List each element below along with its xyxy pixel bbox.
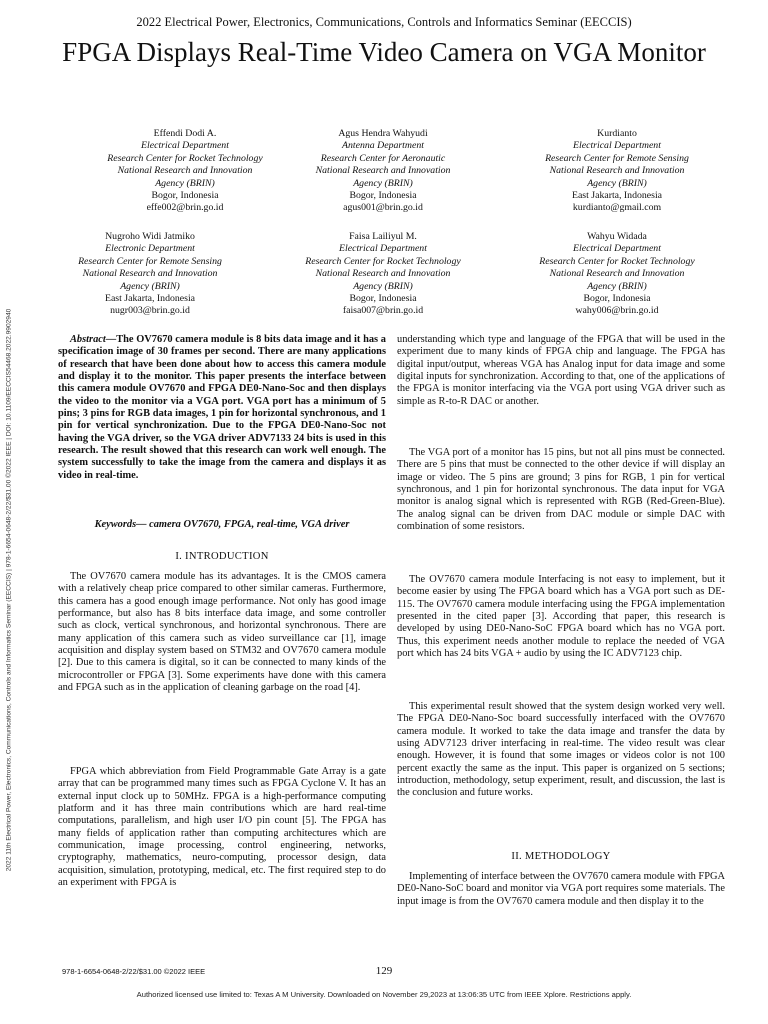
author-agency-abbr: Agency (BRIN) — [353, 177, 413, 189]
author-dept: Electrical Department — [573, 140, 661, 152]
abstract — [58, 334, 386, 482]
paper-title: FPGA Displays Real-Time Video Camera on VGA Monitor — [62, 37, 706, 67]
paragraph: The VGA port of a monitor has 15 pins, but not all pins must be connected. There are 5 pins that must be connected to the other device if will display an image or video. The 5 pins are ground; 3 pins for RGB, 1 pin for vertical synchronous, and 1 pin for horizontal synchronous. The data input for VGA monitor is analog signal which is represented with RGB (Red-Green-Blue). The analog signal can be driven from DAC module or simple DAC with combination of some resistors. — [397, 447, 725, 533]
author-dept: Electrical Department — [141, 140, 229, 152]
right-paragraph-3 — [397, 574, 725, 660]
keywords-block — [58, 519, 386, 531]
intro-paragraph-1 — [58, 571, 386, 694]
right-paragraph-4 — [397, 701, 725, 800]
intro-paragraph-2 — [58, 766, 386, 889]
right-paragraph-1 — [397, 334, 725, 408]
paragraph: understanding which type and language of the FPGA that will be used in the experiment due to many kinds of FPGA chip and language. The FPGA has digital input/output, whereas VGA has Analog input for data image and some digital inputs for synchronization. According to that, one of the applications of the FPGA is monitor interfacing via the VGA port using VGA driver such as simple as R-to-R DAC or another. — [397, 334, 725, 407]
authorized-use-note: Authorized licensed use limited to: Texas A M University. Downloaded on November 29,2023 at 13:06:35 UTC from IEEE Xplore. Restrictions apply. — [136, 990, 632, 999]
section-heading-introduction: I. INTRODUCTION — [175, 551, 269, 562]
abstract-label: Abstract — [70, 334, 106, 345]
author-email: agus001@brin.go.id — [343, 202, 423, 214]
author-dept: Electrical Department — [339, 243, 427, 255]
left-column — [58, 334, 386, 482]
page-number: 129 — [375, 965, 393, 977]
author-agency-abbr: Agency (BRIN) — [120, 280, 180, 292]
author-name: Nugroho Widi Jatmiko — [105, 231, 195, 242]
method-paragraph-1 — [397, 871, 725, 908]
author-email: nugr003@brin.go.id — [110, 305, 190, 317]
author-block — [263, 128, 503, 215]
conference-header: 2022 Electrical Power, Electronics, Communications, Controls and Informatics Seminar (EECCIS) — [136, 15, 632, 29]
author-email: faisa007@brin.go.id — [342, 305, 424, 317]
paragraph: FPGA which abbreviation from Field Programmable Gate Array is a gate array that can be programmed many times such as FPGA Cyclone V. It has an external input clock up to 50MHz. FPGA is a high-performance computing platform and it has three main contributions which are hard real-time computations, parallelism, and high user I/O pin count [5]. The FPGA has many fields of application rather than computing architectures which are communication, image processing, control engineering, networks, cryptography, mathematics, neuro-computing, processor design, data acquisition, simulation, prototyping, medical, etc. The first required step to do an experiment with FPGA is — [58, 766, 386, 889]
author-name: Wahyu Widada — [587, 231, 647, 242]
keywords: Keywords— camera OV7670, FPGA, real-time, VGA driver — [94, 519, 350, 530]
author-location: Bogor, Indonesia — [583, 293, 651, 305]
author-email: effe002@brin.go.id — [146, 202, 224, 214]
author-agency-abbr: Agency (BRIN) — [353, 280, 413, 292]
author-agency-abbr: Agency (BRIN) — [155, 177, 215, 189]
abstract-text: —The OV7670 camera module is 8 bits data image and it has a specification image of 30 frames per second. There are many applications of research that have been done about how to access this camera module and display it to the monitor. This paper presents the interface between this camera module OV7670 and FPGA DE0-Nano-Soc and then displays the video to the monitor via a VGA port. VGA port has a minimum of 5 pins; 3 pins for RGB data images, 1 pin for horizontal synchronous, and 1 pin for vertical synchronization. Due to the FPGA DE0-Nano-Soc not having the VGA driver, so the VGA driver ADV7133 24 bits is used in this research. The result showed that this research can work well enough. The system successfully to take the image from the camera and displays it as video in real-time. — [58, 334, 386, 481]
author-center: Research Center for Remote Sensing — [545, 152, 689, 164]
paragraph: The OV7670 camera module has its advantages. It is the CMOS camera with a relatively cheap price compared to other similar cameras. Furthermore, this camera has a good enough image performance. Not only has good image performance, but also has 8 bits interface data image, and some controller such as clock, vertical synchronous, and horizontal synchronous. There are many application of this camera such as video surveillance car [1], image acquisition and display system based on STM32 and OV7670 camera module [2]. Due to this camera is digital, so it can be connected to many kinds of the microcontroller or FPGA [3]. Some experiments have done with this camera and FPGA such as in the application of cleaning garbage on the road [4]. — [58, 571, 386, 694]
author-email: wahy006@brin.go.id — [575, 305, 659, 317]
author-name: Faisa Lailiyul M. — [349, 231, 417, 242]
author-center: Research Center for Remote Sensing — [78, 255, 222, 267]
author-agency: National Research and Innovation — [549, 165, 685, 177]
author-agency: National Research and Innovation — [315, 165, 451, 177]
paragraph: The OV7670 camera module Interfacing is not easy to implement, but it become easier by using The FPGA board which has a VGA port such as DE-115. The OV7670 camera module interfacing using the FPGA implementation presented in the cited paper [3]. According that paper, this research is developed by using DE0-Nano-SoC FPGA board which has no VGA port. Thus, this experiment needs another module to replace the needed of VGA port which has 24 bits VGA + audio by using the IC ADV7123 chip. — [397, 574, 725, 660]
author-center: Research Center for Rocket Technology — [539, 255, 695, 267]
paragraph: Implementing of interface between the OV7670 camera module with FPGA DE0-Nano-SoC board and monitor via VGA port requires some materials. The input image is from the OV7670 camera module and then display it to the — [397, 871, 725, 907]
author-name: Agus Hendra Wahyudi — [338, 128, 428, 139]
author-name: Kurdianto — [597, 128, 637, 139]
author-location: Bogor, Indonesia — [151, 190, 219, 202]
doi-sidebar-text: 2022 11th Electrical Power, Electronics, Communications, Controls and Informatics Seminar (EECCIS) | 978-1-6654-0648-2/22/$31.00 ©2022 IEEE | DOI: 10.1109/EECCIS54468.2022.9902940 — [5, 308, 13, 872]
author-agency: National Research and Innovation — [82, 268, 218, 280]
author-agency: National Research and Innovation — [117, 165, 253, 177]
right-paragraph-2 — [397, 447, 725, 533]
author-location: Bogor, Indonesia — [349, 293, 417, 305]
author-dept: Electrical Department — [573, 243, 661, 255]
doi-sidebar — [2, 195, 16, 985]
author-block — [263, 231, 503, 318]
author-block — [30, 231, 270, 318]
author-center: Research Center for Rocket Technology — [305, 255, 461, 267]
author-dept: Antenna Department — [342, 140, 424, 152]
section-heading-methodology: II. METHODOLOGY — [511, 851, 611, 862]
author-agency: National Research and Innovation — [549, 268, 685, 280]
paragraph: This experimental result showed that the system design worked very well. The FPGA DE0-Nano-Soc board successfully interfaced with the OV7670 camera module. It worked to take the data image and transfer the data by using ADV7123 driver interfacing in real-time. The video result was clear enough. However, it is found that some images or videos color is not 100 percent exactly the same as the input. This paper is organized on 5 sections; introduction, methodology, setup experiment, result, and discussion, the last is the conclusion and future works. — [397, 701, 725, 799]
author-email: kurdianto@gmail.com — [572, 202, 662, 214]
author-dept: Electronic Department — [105, 243, 195, 255]
author-block — [497, 231, 737, 318]
author-agency: National Research and Innovation — [315, 268, 451, 280]
author-block — [497, 128, 737, 215]
author-center: Research Center for Aeronautic — [320, 152, 446, 164]
author-location: Bogor, Indonesia — [349, 190, 417, 202]
isbn-footer: 978-1-6654-0648-2/22/$31.00 ©2022 IEEE — [62, 967, 206, 976]
author-agency-abbr: Agency (BRIN) — [587, 177, 647, 189]
author-location: East Jakarta, Indonesia — [104, 293, 196, 305]
author-name: Effendi Dodi A. — [153, 128, 217, 139]
author-center: Research Center for Rocket Technology — [107, 152, 263, 164]
author-agency-abbr: Agency (BRIN) — [587, 280, 647, 292]
author-location: East Jakarta, Indonesia — [571, 190, 663, 202]
